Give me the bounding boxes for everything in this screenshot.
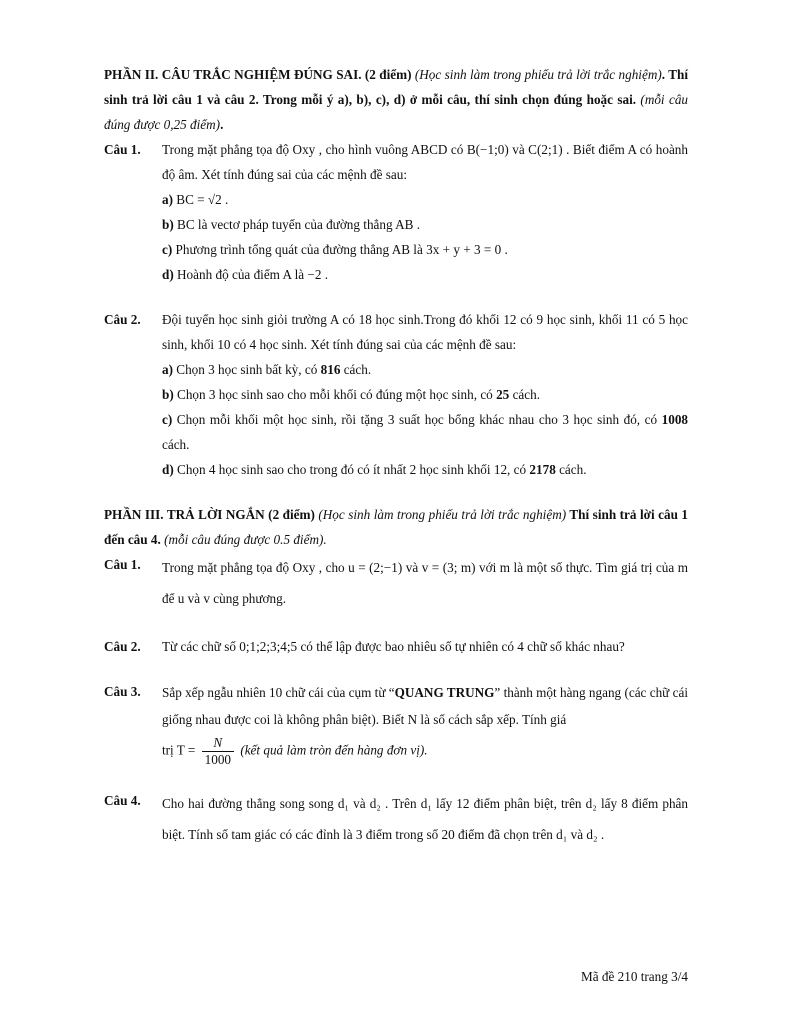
- fraction-denominator: 1000: [204, 752, 232, 767]
- part3-title: PHẦN III. TRẢ LỜI NGẮN (2 điểm): [104, 507, 315, 522]
- question-label: Câu 1.: [104, 557, 141, 572]
- question-label: Câu 2.: [104, 312, 141, 327]
- option-a: [162, 187, 688, 212]
- part3-question-4: [104, 788, 688, 850]
- option-label: d): [162, 462, 174, 477]
- question-label: Câu 4.: [104, 793, 141, 808]
- option-text: BC là vectơ pháp tuyến của đường thẳng AB .: [177, 217, 421, 232]
- question-text: Cho hai đường thẳng song song d₁ và d₂ . Trên d₁ lấy 12 điểm phân biệt, trên d₂ lấy 8 điểm phân biệt. Tính số tam giác có các đỉnh là 3 điểm trong số 20 điểm đã chọn trên d₁ và d₂ .: [162, 796, 688, 842]
- option-b: [162, 212, 688, 237]
- question-text: Trong mặt phẳng tọa độ Oxy , cho u = (2;−1) và v = (3; m) với m là một số thực. Tìm giá trị của m để u và v cùng phương.: [162, 560, 688, 606]
- option-text: Chọn 3 học sinh bất kỳ, có: [176, 362, 318, 377]
- option-d: [162, 262, 688, 287]
- part2-note1: (Học sinh làm trong phiếu trả lời trắc nghiệm): [414, 67, 662, 82]
- part2-question-2: [104, 307, 688, 482]
- part3-question-1: [104, 552, 688, 614]
- option-label: c): [162, 412, 173, 427]
- question-keyword: QUANG TRUNG: [394, 685, 495, 700]
- option-text: Phương trình tổng quát của đường thẳng AB là 3x + y + 3 = 0 .: [175, 242, 508, 257]
- part2-end: .: [220, 117, 224, 132]
- option-text: Hoành độ của điểm A là −2 .: [177, 267, 329, 282]
- question-text: [162, 679, 688, 733]
- option-text: Chọn mỗi khối một học sinh, rồi tặng 3 suất học bổng khác nhau cho 3 học sinh đó, có: [176, 412, 658, 427]
- question-text-part: ” thành một hàng ngang (các chữ cái giống nhau được coi là không phân biệt). Biết N là số cách sắp xếp. Tính giá: [162, 685, 688, 727]
- question-text: Từ các chữ số 0;1;2;3;4;5 có thể lập được bao nhiêu số tự nhiên có 4 chữ số khác nhau?: [162, 639, 625, 654]
- question-label: Câu 1.: [104, 142, 141, 157]
- option-number: 2178: [529, 462, 556, 477]
- part3-note1: (Học sinh làm trong phiếu trả lời trắc nghiệm): [318, 507, 567, 522]
- option-label: b): [162, 217, 174, 232]
- part2-instructions: . Thí sinh trả lời câu 1 và câu 2. Trong mỗi ý a), b), c), d) ở mỗi câu, thí sinh chọn đúng hoặc sai.: [104, 67, 688, 107]
- page-footer: Mã đề 210 trang 3/4: [581, 969, 688, 984]
- formula-lhs: trị T =: [162, 742, 196, 758]
- fraction: [202, 735, 234, 768]
- option-label: a): [162, 192, 173, 207]
- option-end: cách.: [162, 437, 190, 452]
- option-label: c): [162, 242, 173, 257]
- option-number: 816: [320, 362, 341, 377]
- option-end: cách.: [559, 462, 587, 477]
- option-text: Chọn 3 học sinh sao cho mỗi khối có đúng một học sinh, có: [177, 387, 493, 402]
- part2-note2: (mỗi câu đúng được 0,25 điểm): [104, 92, 689, 132]
- option-b: [162, 382, 688, 407]
- option-d: [162, 457, 688, 482]
- part3-header: PHẦN III. TRẢ LỜI NGẮN (2 điểm) (Học sinh làm trong phiếu trả lời trắc nghiệm) Thí sinh trả lời câu 1 đến câu 4. (mỗi câu đúng được 0.5 điểm).: [104, 507, 688, 547]
- option-number: 1008: [661, 412, 689, 427]
- question-label: Câu 3.: [104, 684, 141, 699]
- option-number: 25: [496, 387, 510, 402]
- option-c: [162, 407, 688, 457]
- fraction-numerator: N: [202, 735, 234, 752]
- question-text-part: Sắp xếp ngẫu nhiên 10 chữ cái của cụm từ “: [162, 685, 395, 700]
- option-label: d): [162, 267, 174, 282]
- option-a: [162, 357, 688, 382]
- part3-question-3: [104, 679, 688, 768]
- rounding-note: (kết quả làm tròn đến hàng đơn vị).: [240, 742, 428, 758]
- option-label: b): [162, 387, 174, 402]
- option-text: BC = √2 .: [176, 192, 229, 207]
- part3-question-2: [104, 634, 688, 659]
- part3-instructions: Thí sinh trả lời câu 1 đến câu 4: [104, 507, 688, 547]
- question-stem: Trong mặt phẳng tọa độ Oxy , cho hình vuông ABCD có B(−1;0) và C(2;1) . Biết điểm A có hoành độ âm. Xét tính đúng sai của các mệnh đề sau:: [162, 142, 688, 182]
- part2-question-1: [104, 137, 688, 287]
- option-end: cách.: [343, 362, 372, 377]
- exam-page: [104, 62, 688, 850]
- part2-title: PHẦN II. CÂU TRẮC NGHIỆM ĐÚNG SAI. (2 điểm): [104, 67, 412, 82]
- question-stem: Đội tuyển học sinh giỏi trường A có 18 học sinh.Trong đó khối 12 có 9 học sinh, khối 11 có 5 học sinh, khối 10 có 4 học sinh. Xét tính đúng sai của các mệnh đề sau:: [162, 312, 688, 352]
- question-formula-line: [162, 735, 688, 768]
- question-label: Câu 2.: [104, 639, 141, 654]
- part2-header: [104, 62, 688, 137]
- part3-note2: (mỗi câu đúng được 0.5 điểm).: [164, 532, 327, 547]
- option-label: a): [162, 362, 173, 377]
- option-c: [162, 237, 688, 262]
- option-end: cách.: [512, 387, 541, 402]
- option-text: Chọn 4 học sinh sao cho trong đó có ít nhất 2 học sinh khối 12, có: [177, 462, 527, 477]
